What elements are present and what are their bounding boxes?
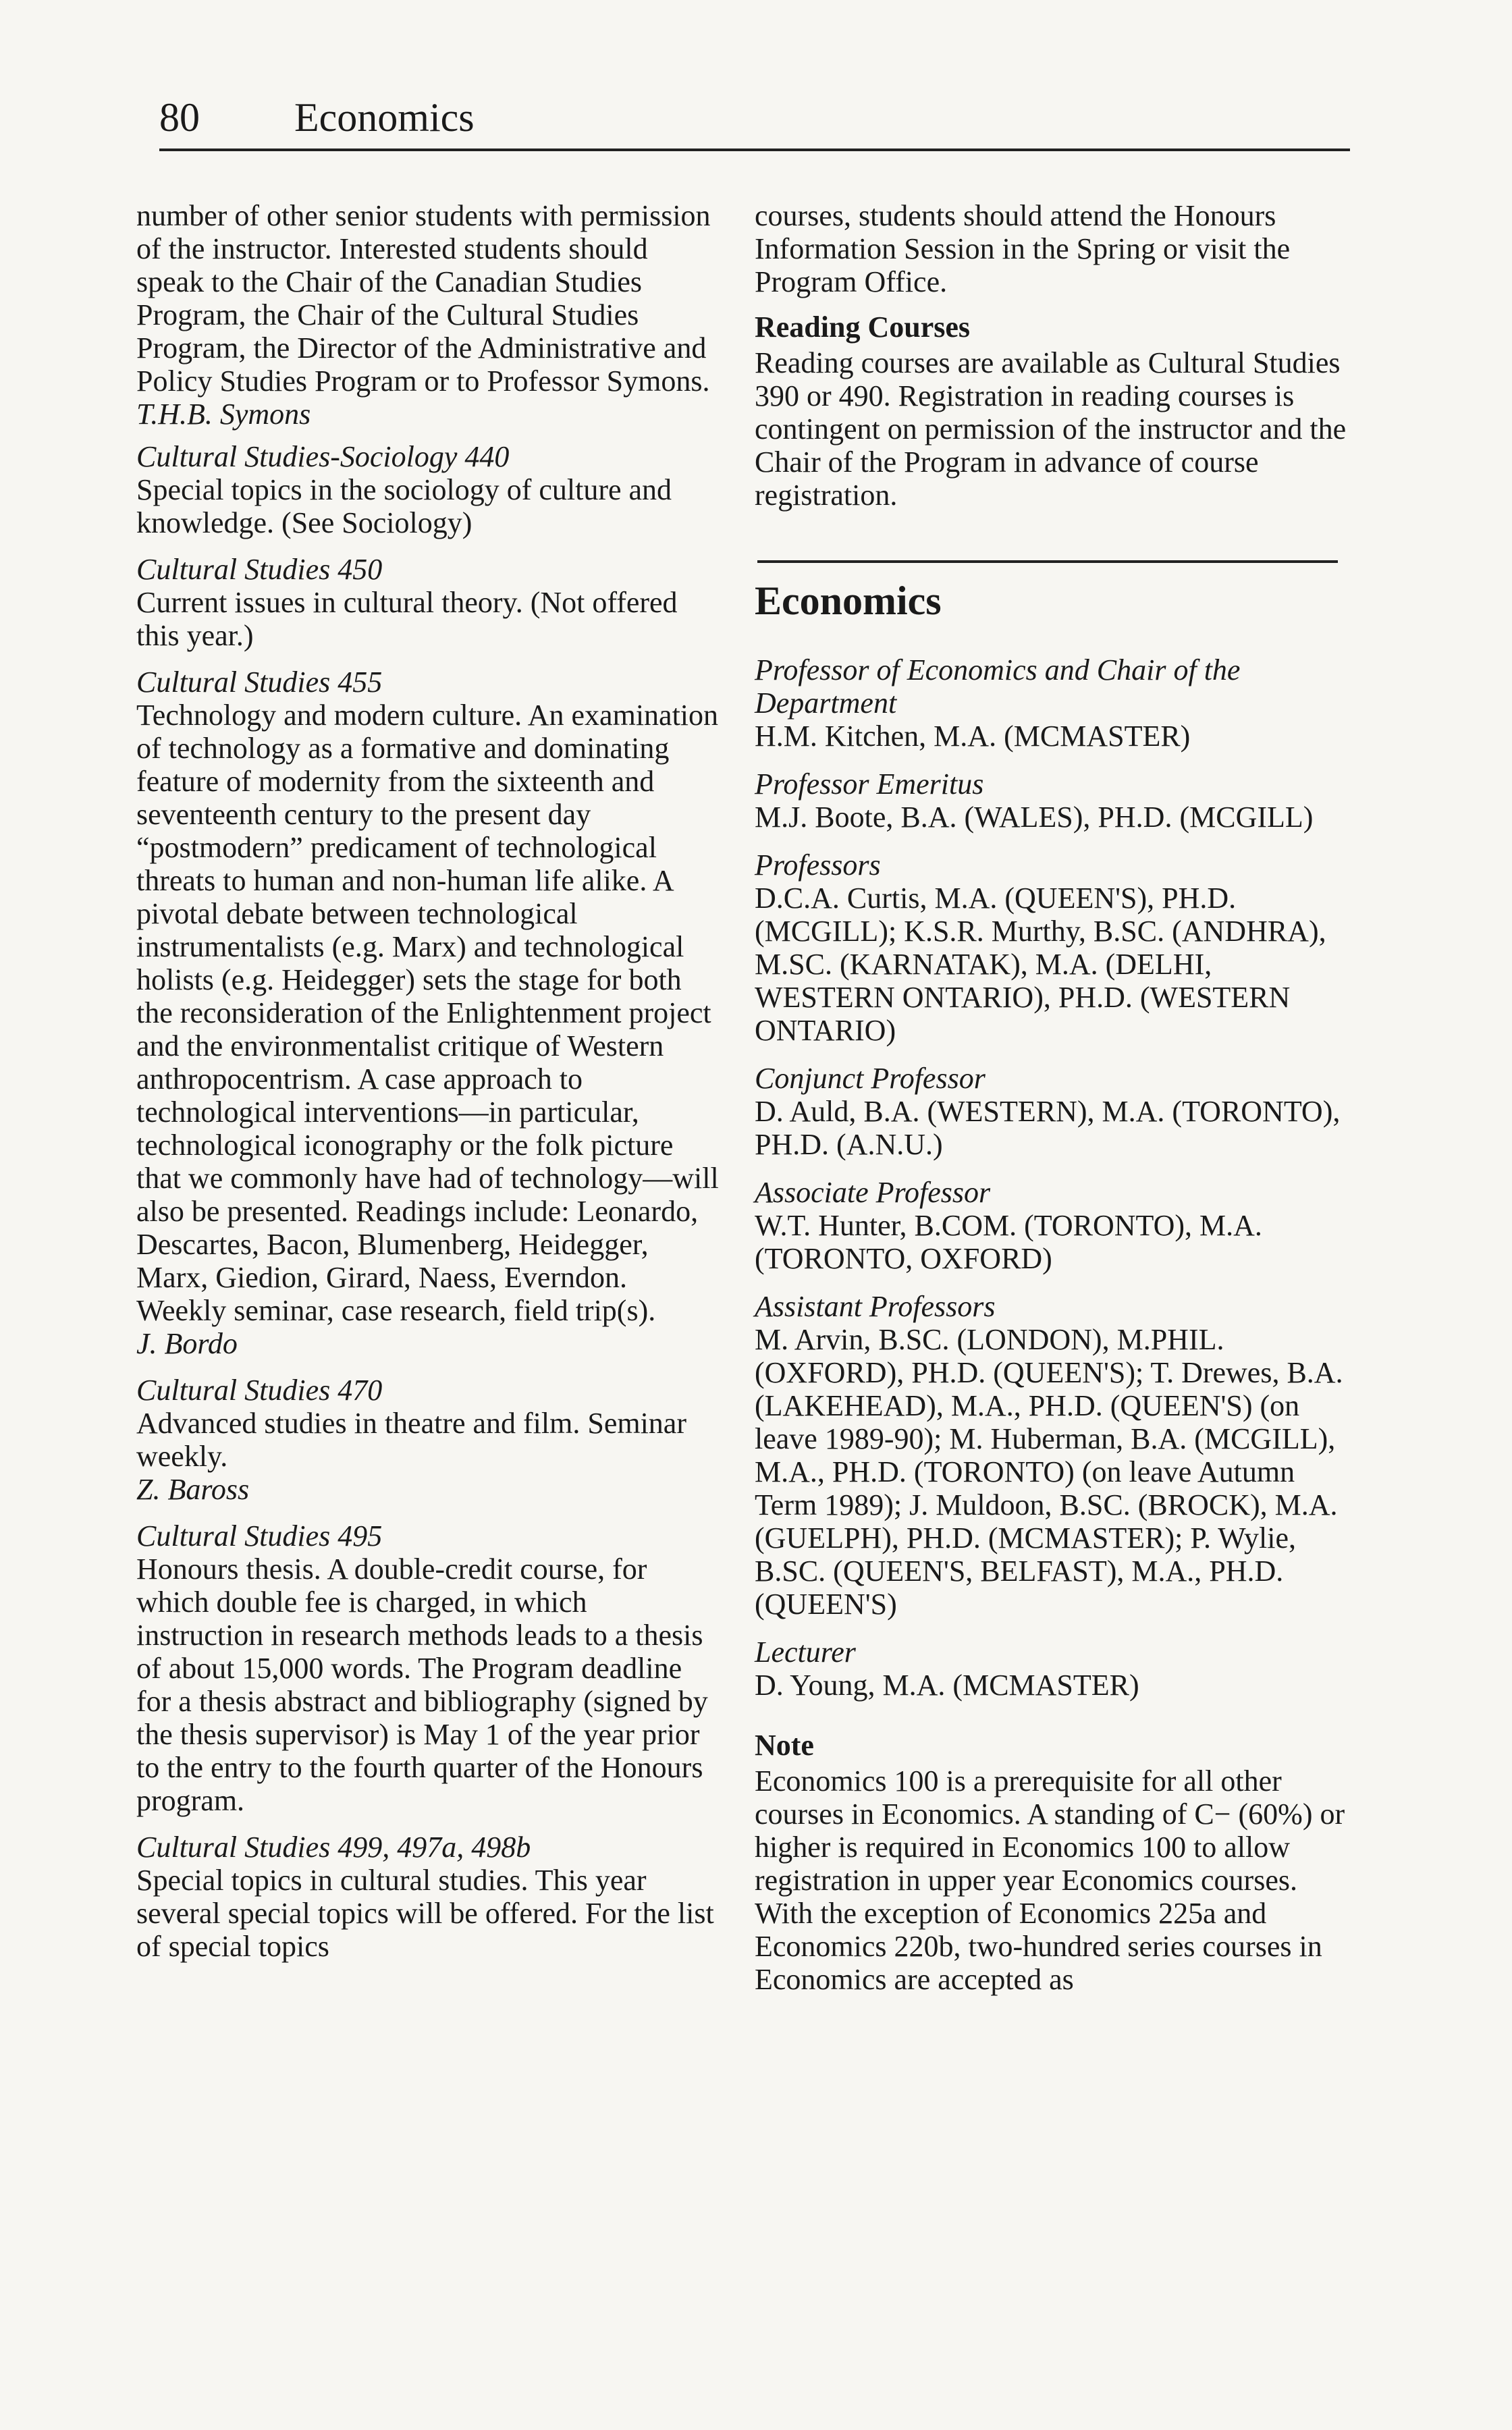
staff-members: H.M. Kitchen, M.A. (MCMASTER) [755,720,1191,753]
section-title: Economics [755,578,942,623]
right-column [755,199,1351,2005]
staff-members: D. Young, M.A. (MCMASTER) [755,1669,1139,1702]
staff-title: Professor of Economics and Chair of the Department [755,653,1241,720]
continuation-paragraph: courses, students should attend the Honours Information Session in the Spring or visit the Program Office. [755,199,1291,298]
course-entry [136,1831,721,1963]
staff-title: Professors [755,848,881,882]
course-entry [136,666,721,1360]
note-text: Economics 100 is a prerequisite for all other courses in Economics. A standing of C− (60%) or higher is required in Economics 100 to allow registration in upper year Economics courses. With the exception of Economics 225a and Economics 220b, two-hundred series courses in Economics are accepted as [755,1764,1345,1996]
section-divider [757,560,1338,563]
reading-courses-heading: Reading Courses [755,310,971,344]
intro-paragraph [136,199,721,431]
staff-title: Assistant Professors [755,1290,996,1323]
running-head: Economics [294,95,475,140]
course-entry [136,1519,721,1817]
staff-members: M.J. Boote, B.A. (WALES), PH.D. (MCGILL) [755,801,1314,834]
intro-author: T.H.B. Symons [136,398,311,431]
page-header [159,94,1350,151]
reading-courses-text: Reading courses are available as Cultural Studies 390 or 490. Registration in reading courses is contingent on permission of the instructor and the Chair of the Program in advance of course registration. [755,346,1347,512]
course-description: Special topics in cultural studies. This year several special topics will be offered. For the list of special topics [136,1864,714,1963]
staff-group [755,1176,1351,1275]
course-entry [136,553,721,652]
staff-members: W.T. Hunter, B.COM. (TORONTO), M.A. (TORONTO, OXFORD) [755,1209,1262,1275]
course-title: Cultural Studies 450 [136,553,383,586]
left-column [136,199,721,1976]
course-instructor: J. Bordo [136,1327,238,1360]
staff-group [755,1636,1351,1702]
course-description: Current issues in cultural theory. (Not offered this year.) [136,586,678,652]
note-heading: Note [755,1729,814,1762]
staff-group [755,848,1351,1047]
staff-group [755,1062,1351,1161]
course-description: Honours thesis. A double-credit course, for which double fee is charged, in which instruction in research methods leads to a thesis of about 15,000 words. The Program deadline for a thesis abstract and bibliography (signed by the thesis supervisor) is May 1 of the year prior to the entry to the fourth quarter of the Honours program. [136,1552,708,1817]
course-title: Cultural Studies 495 [136,1519,383,1552]
course-description: Special topics in the sociology of culture and knowledge. (See Sociology) [136,473,672,539]
course-description: Technology and modern culture. An examination of technology as a formative and dominating feature of modernity from the sixteenth and seventeenth century to the present day “postmodern” predicament of technological threats to human and non-human life alike. A pivotal debate between technological instrumentalists (e.g. Marx) and technological holists (e.g. Heidegger) sets the stage for both the reconsideration of the Enlightenment project and the environmentalist critique of Western anthropocentrism. A case approach to technological interventions—in particular, technological iconography or the folk picture that we commonly have had of technology—will also be presented. Readings include: Leonardo, Descartes, Bacon, Blumenberg, Heidegger, Marx, Giedion, Girard, Naess, Everndon. Weekly seminar, case research, field trip(s). [136,699,719,1327]
course-entry [136,1374,721,1506]
course-title: Cultural Studies-Sociology 440 [136,440,510,473]
staff-title: Lecturer [755,1636,856,1669]
staff-members: M. Arvin, B.SC. (LONDON), M.PHIL. (OXFORD), PH.D. (QUEEN'S); T. Drewes, B.A. (LAKEHEAD), M.A., PH.D. (QUEEN'S) (on leave 1989-90); M. Huberman, B.A. (MCGILL), M.A., PH.D. (TORONTO) (on leave Autumn Term 1989); J. Muldoon, B.SC. (BROCK), M.A. (GUELPH), PH.D. (MCMASTER); P. Wylie, B.SC. (QUEEN'S, BELFAST), M.A., PH.D. (QUEEN'S) [755,1323,1343,1621]
course-title: Cultural Studies 499, 497a, 498b [136,1831,531,1864]
course-title: Cultural Studies 470 [136,1374,383,1407]
staff-members: D. Auld, B.A. (WESTERN), M.A. (TORONTO), PH.D. (A.N.U.) [755,1095,1341,1161]
course-title: Cultural Studies 455 [136,666,383,699]
course-description: Advanced studies in theatre and film. Seminar weekly. [136,1407,686,1473]
staff-title: Conjunct Professor [755,1062,986,1095]
staff-title: Professor Emeritus [755,767,984,801]
course-instructor: Z. Baross [136,1473,250,1506]
staff-members: D.C.A. Curtis, M.A. (QUEEN'S), PH.D. (MCGILL); K.S.R. Murthy, B.SC. (ANDHRA), M.SC. (KARNATAK), M.A. (DELHI, WESTERN ONTARIO), PH.D. (WESTERN ONTARIO) [755,882,1326,1047]
intro-text: number of other senior students with permission of the instructor. Interested students should speak to the Chair of the Canadian Studies Program, the Chair of the Cultural Studies Program, the Director of the Administrative and Policy Studies Program or to Professor Symons. [136,199,711,398]
staff-group [755,653,1351,753]
page-number: 80 [159,95,200,140]
staff-group [755,767,1351,834]
staff-title: Associate Professor [755,1176,991,1209]
staff-group [755,1290,1351,1621]
course-entry [136,440,721,539]
